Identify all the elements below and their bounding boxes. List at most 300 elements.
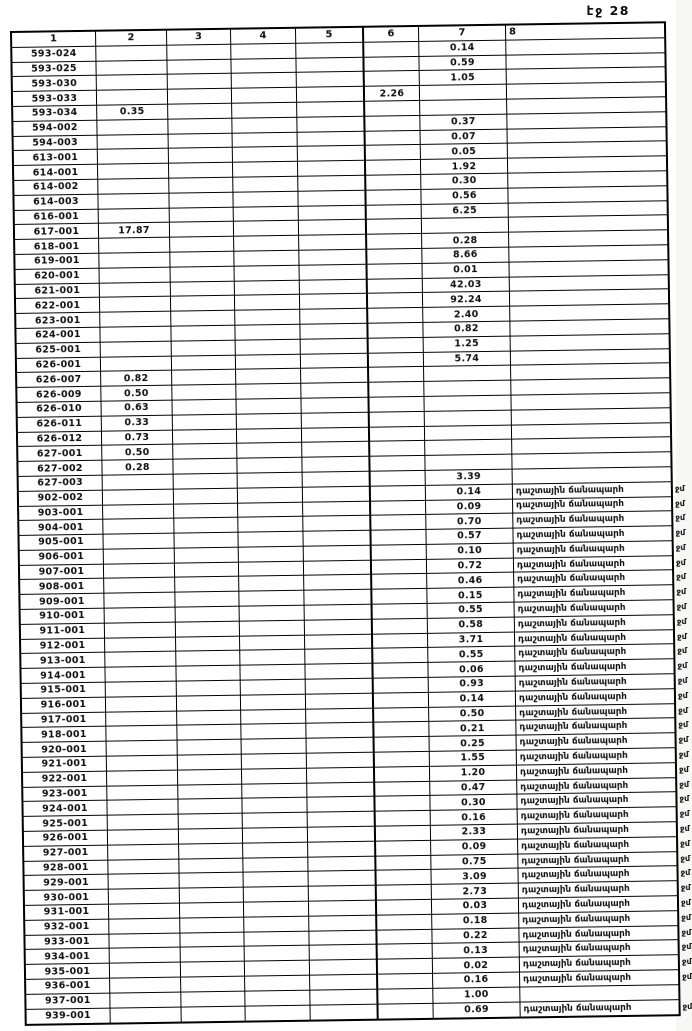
cell-col5 [300,309,368,325]
cell-code: 907-001 [20,564,104,580]
overflow-text: ջմ [680,883,691,893]
cell-col2 [100,327,171,343]
cell-col6 [371,500,426,516]
cell-col6 [368,293,423,309]
overflow-text: ջմ [679,809,690,819]
cell-col7: 0.13 [433,943,520,959]
cell-code: 623-001 [16,313,100,329]
cell-note: դաշտային ճանապարհ [516,674,674,691]
cell-col5 [301,338,369,354]
cell-col4 [232,118,297,134]
cell-col6 [370,441,425,457]
cell-col3 [181,1006,245,1022]
cell-col4 [245,976,310,992]
cell-col6 [372,574,427,590]
cell-col2 [110,963,181,979]
cell-col6 [365,101,420,117]
cell-col2 [107,756,178,772]
overflow-text: ջմ [676,572,686,582]
cell-col5 [310,975,378,991]
cell-col3 [169,163,233,179]
overflow-text: ջմ [680,868,691,878]
cell-col6 [378,944,433,960]
cell-col2 [101,356,172,372]
cell-col4 [243,813,308,829]
cell-col2 [105,637,176,653]
cell-col4 [238,532,303,548]
cell-note: դաշտային ճանապարհ [513,526,671,543]
cell-col4 [241,724,306,740]
cell-col5 [310,960,378,976]
cell-col4 [237,413,302,429]
cell-col5 [307,768,375,784]
overflow-text: ջմ [682,1001,692,1011]
cell-col7: 0.47 [430,780,517,796]
cell-col5 [300,324,368,340]
cell-code: 626-012 [18,431,102,447]
cell-col5 [298,146,366,162]
cell-col7: 5.74 [424,351,511,367]
cell-col4 [233,177,298,193]
cell-note: դաշտային ճանապարհ [517,733,675,750]
cell-col6 [372,545,427,561]
overflow-text: ջմ [681,942,692,952]
cell-col3 [168,104,232,120]
cell-col4 [231,58,296,74]
cell-col6 [371,530,426,546]
cell-col4 [241,709,306,725]
cell-col2 [96,60,167,76]
cell-col5 [300,279,368,295]
cell-col6 [377,929,432,945]
cell-col6 [366,190,421,206]
cell-col4 [240,606,305,622]
overflow-text: ջմ [676,602,687,612]
cell-col5 [310,1004,378,1020]
cell-col7: 1.05 [420,70,507,86]
cell-col7: 0.30 [430,795,517,811]
cell-code: 626-007 [17,372,101,388]
cell-col3 [171,296,235,312]
cell-col2: 0.63 [102,401,173,417]
cell-col5 [302,457,370,473]
cell-col7: 0.14 [426,484,513,500]
cell-col5 [306,694,374,710]
cell-col2 [103,489,174,505]
cell-col5 [301,353,369,369]
cell-col4 [238,517,303,533]
cell-col7: 2.40 [423,307,510,323]
cell-col3 [176,607,240,623]
cell-col2 [100,297,171,313]
cell-code: 627-003 [19,476,103,492]
cell-col3 [171,281,235,297]
cell-col4 [240,650,305,666]
cell-note: դաշտային ճանապարհ [515,615,673,632]
cell-col7: 0.58 [428,617,515,633]
cell-code: 902-002 [19,490,103,506]
cell-note: դաշտային ճանապարհ [514,586,672,603]
cell-col6 [377,870,432,886]
cell-col3 [168,74,232,90]
overflow-text: ջմ [680,838,690,848]
cell-col7 [425,455,512,471]
cell-col6 [376,841,431,857]
cell-col3 [181,962,245,978]
cell-col7: 0.03 [432,899,519,915]
cell-col6 [366,130,421,146]
cell-col2 [106,726,177,742]
cell-col5 [298,161,366,177]
cell-col2 [99,253,170,269]
cell-col6 [371,471,426,487]
cell-col5 [304,590,372,606]
cell-code: 931-001 [25,905,109,921]
overflow-text: ջմ [678,705,688,715]
cell-col7: 0.82 [423,322,510,338]
cell-col5 [297,102,365,118]
cell-col2 [105,652,176,668]
cell-code: 594-002 [13,120,97,136]
cell-col5 [301,398,369,414]
cell-col6 [366,145,421,161]
cell-code: 939-001 [27,1008,111,1024]
cell-col4 [233,162,298,178]
cell-col5 [309,930,377,946]
cell-code: 909-001 [20,594,104,610]
cell-col5 [303,501,371,517]
cell-col2 [107,741,178,757]
cell-col5 [298,190,366,206]
cell-col4 [235,265,300,281]
cell-note: դաշտային ճանապարհ [515,659,673,676]
cell-col5 [301,368,369,384]
cell-code: 626-010 [18,402,102,418]
cell-note: դաշտային ճանապարհ [517,793,675,810]
cell-col3 [173,429,237,445]
cell-code: 618-001 [15,239,99,255]
overflow-text: ջմ [682,971,692,982]
cell-col6 [374,693,429,709]
cell-col6 [370,426,425,442]
cell-col4 [234,236,299,252]
cell-code: 932-001 [25,919,109,935]
cell-col7: 0.25 [430,736,517,752]
cell-col5 [309,901,377,917]
overflow-text: ջմ [676,587,687,597]
page-number-label: էջ 28 [586,3,630,18]
overflow-text: ջմ [675,513,686,523]
column-header: 2 [96,31,167,47]
cell-col5 [306,723,374,739]
cell-col3 [171,311,235,327]
cell-code: 937-001 [26,993,110,1009]
cell-col4 [245,990,310,1006]
cell-col5 [298,176,366,192]
cell-col3 [169,148,233,164]
overflow-text: ջմ [677,646,688,656]
cell-col6 [377,900,432,916]
cell-code: 593-024 [12,47,96,63]
cell-col4 [241,680,306,696]
cell-col6 [369,352,424,368]
cell-col7 [420,100,507,116]
cell-col3 [180,873,244,889]
cell-col4 [242,769,307,785]
cell-col6 [368,323,423,339]
cell-col7 [424,396,511,412]
cell-col5 [304,546,372,562]
cell-col4 [233,132,298,148]
cell-code: 906-001 [20,550,104,566]
cell-note: դաշտային ճանապարհ [520,970,678,987]
cell-col5 [304,560,372,576]
cell-code: 934-001 [26,949,110,965]
cell-note: դաշտային ճանապարհ [514,556,672,573]
cell-col6 [367,219,422,235]
cell-col6 [375,767,430,783]
cell-col4 [234,251,299,267]
cell-col4 [241,695,306,711]
cell-col6 [374,708,429,724]
cell-col6 [366,175,421,191]
cell-note: դաշտային ճանապարհ [515,645,673,662]
cell-col2 [103,519,174,535]
cell-col4 [239,591,304,607]
cell-col2 [98,164,169,180]
cell-col7: 0.72 [427,558,514,574]
cell-col4 [231,44,296,60]
cell-code: 622-001 [16,298,100,314]
cell-col6 [376,855,431,871]
cell-col4 [243,828,308,844]
cell-col4 [236,339,301,355]
cell-code: 905-001 [19,535,103,551]
cell-col5 [299,205,367,221]
cell-col7: 0.02 [433,958,520,974]
cell-col5 [299,235,367,251]
overflow-text: ջմ [675,528,686,538]
cell-col7 [425,410,512,426]
cell-col7: 0.93 [429,677,516,693]
cell-col5 [307,753,375,769]
cell-col7: 0.05 [421,144,508,160]
cell-code: 626-001 [17,357,101,373]
cell-col3 [170,222,234,238]
cell-note: դաշտային ճանապարհ [515,630,673,647]
cell-code: 626-011 [18,416,102,432]
cell-col3 [177,681,241,697]
cell-note: դաշտային ճանապարհ [517,748,675,765]
cell-col5 [302,427,370,443]
cell-col3 [178,755,242,771]
cell-col3 [173,444,237,460]
overflow-text: ջմ [679,794,690,804]
cell-col2 [104,563,175,579]
cell-col7: 0.30 [421,174,508,190]
cell-col2: 0.33 [102,415,173,431]
cell-code: 593-033 [13,91,97,107]
overflow-text: ջմ [677,661,688,671]
cell-col6: 2.26 [365,86,420,102]
cell-col7: 42.03 [423,277,510,293]
cell-col2 [100,282,171,298]
cell-col4 [238,502,303,518]
cell-note: դաշտային ճանապարհ [519,911,677,928]
cell-col3 [169,192,233,208]
cell-col2 [109,904,180,920]
cell-col7: 6.25 [422,203,509,219]
cell-col2 [97,119,168,135]
cell-col7: 0.50 [429,706,516,722]
cell-code: 927-001 [24,845,108,861]
cell-col5 [303,531,371,547]
cell-col6 [375,781,430,797]
cell-code: 926-001 [24,831,108,847]
cell-col6 [368,264,423,280]
cell-col3 [177,710,241,726]
table-body [12,38,692,1024]
cell-col4 [237,443,302,459]
cell-col6 [375,737,430,753]
cell-col6 [369,382,424,398]
cell-note: դաշտային ճանապարհ [518,867,676,884]
cell-col3 [169,178,233,194]
cell-col4 [240,621,305,637]
cell-col6 [364,42,419,58]
cell-col2 [99,238,170,254]
cell-col7 [424,366,511,382]
cell-col2 [108,830,179,846]
cell-note: դաշտային ճանապարհ [518,837,676,854]
cell-code: 908-001 [20,579,104,595]
cell-col4 [239,576,304,592]
cell-col7: 0.07 [421,129,508,145]
cell-note: դաշտային ճանապարհ [523,1002,632,1015]
cell-code: 614-002 [14,180,98,196]
cell-code: 627-001 [18,446,102,462]
cell-col6 [367,234,422,250]
cell-code: 916-001 [22,698,106,714]
cell-col6 [369,367,424,383]
cell-col4 [239,547,304,563]
cell-col2 [98,134,169,150]
cell-col7: 0.56 [421,188,508,204]
cell-col5 [303,472,371,488]
cell-col5 [305,664,373,680]
cell-col5 [309,886,377,902]
cell-col4 [243,842,308,858]
cell-note: դաշտային ճանապարհ [518,807,676,824]
cell-col4 [244,916,309,932]
overflow-text: ջմ [678,750,689,760]
cell-col6 [367,249,422,265]
cell-code: 614-001 [14,165,98,181]
cell-note: դաշտային ճանապարհ [520,941,678,958]
cell-col5 [306,679,374,695]
cell-col4 [232,103,297,119]
cell-col5 [301,383,369,399]
cell-code: 616-001 [15,209,99,225]
cell-col6 [371,486,426,502]
cell-col3 [178,740,242,756]
cell-col3 [177,725,241,741]
cell-col3 [180,888,244,904]
cell-col3 [176,666,240,682]
cell-col7: 0.46 [427,573,514,589]
cell-col6 [370,412,425,428]
cell-col4 [244,872,309,888]
cell-note: դաշտային ճանապարհ [518,822,676,839]
cell-code: 933-001 [25,934,109,950]
cell-col5 [308,841,376,857]
overflow-text: ջմ [681,957,692,967]
cell-col2 [107,770,178,786]
cell-col6 [376,826,431,842]
cell-col6 [377,885,432,901]
cell-col7: 0.59 [419,55,506,71]
cell-col7: 8.66 [422,248,509,264]
cell-col2 [111,1007,182,1023]
cell-col4 [237,428,302,444]
cell-col4 [235,325,300,341]
cell-code: 594-003 [14,135,98,151]
cell-code: 930-001 [25,890,109,906]
cell-code: 593-025 [12,61,96,77]
cell-col6 [378,1003,433,1019]
overflow-text: ջմ [674,483,685,493]
cell-col4 [233,147,298,163]
cell-note: դաշտային ճանապարհ [514,541,672,558]
cell-col2 [108,844,179,860]
cell-col3 [172,385,236,401]
cell-col2 [109,874,180,890]
cell-col3 [172,370,236,386]
cell-col2: 17.87 [99,223,170,239]
overflow-text: ջմ [676,616,687,627]
cell-col2: 0.73 [102,430,173,446]
cell-col2 [106,682,177,698]
cell-col5 [308,827,376,843]
cell-code: 625-001 [17,342,101,358]
cell-col4 [242,798,307,814]
overflow-text: ջմ [679,779,690,789]
cell-col6 [364,57,419,73]
cell-col5 [306,708,374,724]
cell-col2: 0.50 [102,445,173,461]
cell-note: դաշտային ճանապարհ [519,881,677,898]
cell-col7: 0.15 [427,588,514,604]
cell-col5 [300,264,368,280]
cell-col3 [181,991,245,1007]
cell-col3 [170,237,234,253]
cell-code: 613-001 [14,150,98,166]
cell-col7: 0.70 [426,514,513,530]
cell-note: դաշտային ճանապարհ [513,512,671,529]
overflow-text: ջմ [676,631,687,641]
cell-col4 [245,946,310,962]
cell-code: 936-001 [26,979,110,995]
cell-col3 [167,45,231,61]
cell-col4 [244,902,309,918]
cell-col4 [242,783,307,799]
cell-col7: 0.18 [432,913,519,929]
cell-code: 920-001 [23,742,107,758]
cell-col5 [307,738,375,754]
cell-col5 [307,797,375,813]
cell-col7: 1.00 [433,987,520,1003]
cell-col7: 3.71 [428,632,515,648]
